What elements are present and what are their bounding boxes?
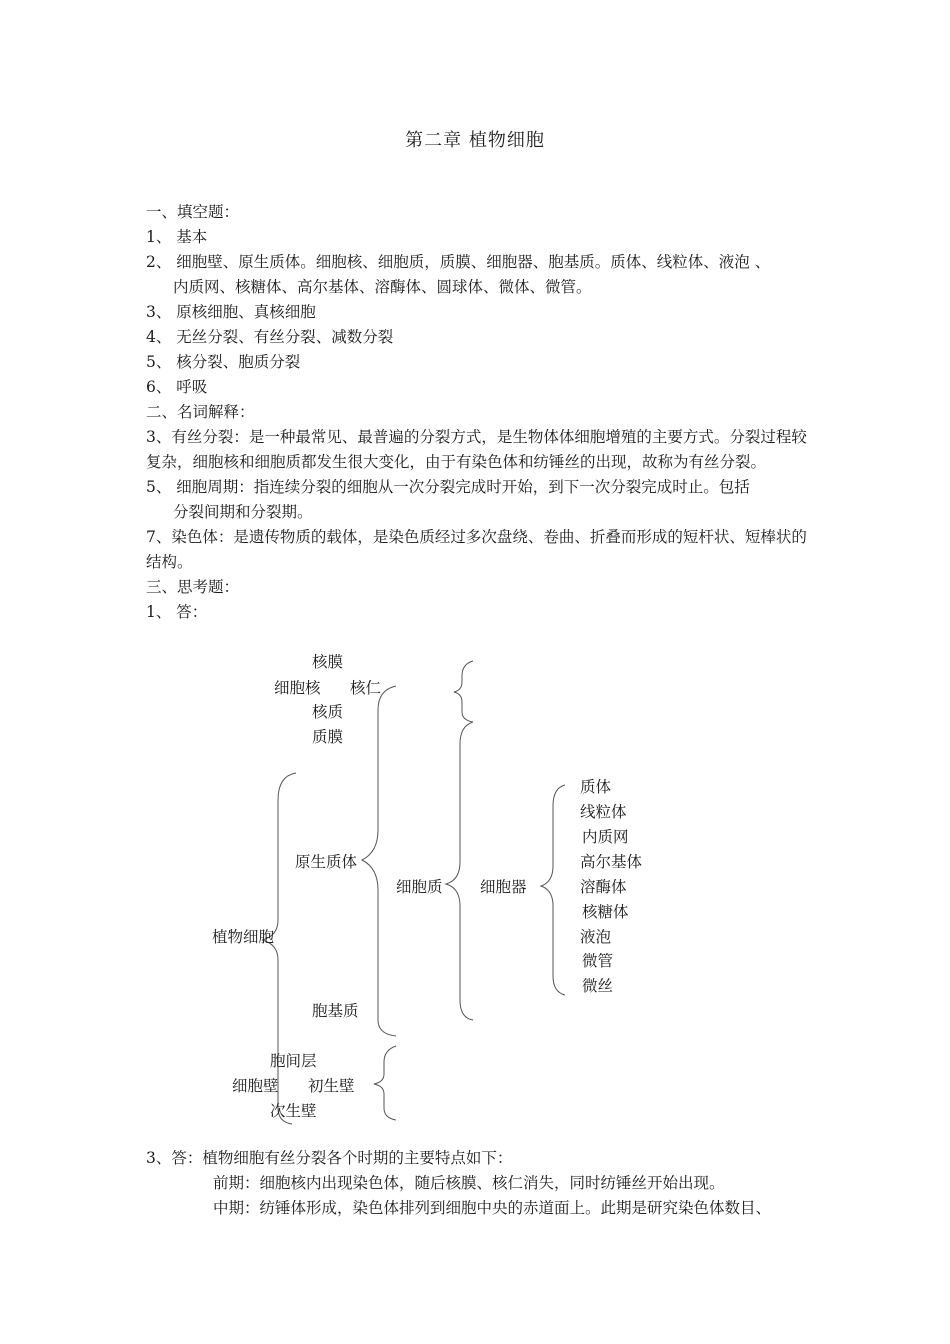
tree-node-organelles: 细胞器: [480, 878, 527, 896]
cell-wall-brace: [374, 1046, 396, 1120]
tree-node-nuclear-membrane: 核膜: [312, 653, 344, 671]
tree-node-nucleolus: 核仁: [350, 679, 382, 697]
organelle-item: 内质网: [582, 828, 629, 846]
definition-cell-cycle: 5、 细胞周期：指连续分裂的细胞从一次分裂完成时开始，到下一次分裂完成时止。包括: [146, 478, 750, 496]
answer-3-metaphase: 中期：纺锤体形成，染色体排列到细胞中央的赤道面上。此期是研究染色体数目、: [213, 1199, 772, 1217]
organelle-item: 溶酶体: [580, 878, 627, 896]
tree-node-nucleoplasm: 核质: [312, 703, 344, 721]
nucleus-brace: [454, 661, 473, 722]
list-item: 1、 基本: [146, 228, 208, 246]
organelle-item: 线粒体: [580, 803, 627, 821]
cytoplasm-brace: [446, 722, 473, 1020]
tree-node-nucleus: 细胞核: [274, 679, 321, 697]
tree-node-protoplast: 原生质体: [295, 853, 358, 871]
organelle-item: 质体: [580, 778, 612, 796]
organelle-item: 高尔基体: [580, 853, 643, 871]
definition-chromosome: 7、染色体：是遗传物质的载体，是染色质经过多次盘绕、卷曲、折叠而形成的短杆状、短棒状的结构。: [146, 528, 807, 571]
answer-3-prophase: 前期：细胞核内出现染色体，随后核膜、核仁消失，同时纺锤丝开始出现。: [213, 1174, 725, 1192]
tree-node-cytoplasm: 细胞质: [396, 878, 443, 896]
root-brace: [262, 773, 296, 1124]
tree-node-cytosol: 胞基质: [312, 1002, 359, 1020]
tree-node-primary-wall: 初生壁: [308, 1077, 355, 1095]
answer-1-label: 1、 答：: [146, 603, 208, 621]
definition-cell-cycle-continuation: 分裂间期和分裂期。: [173, 503, 313, 521]
tree-node-plasma-membrane: 质膜: [312, 728, 344, 746]
answer-3-intro: 3、答：植物细胞有丝分裂各个时期的主要特点如下：: [146, 1149, 513, 1167]
organelle-item: 微管: [582, 952, 614, 970]
tree-node-cell-wall: 细胞壁: [232, 1077, 279, 1095]
list-item: 4、 无丝分裂、有丝分裂、减数分裂: [146, 328, 394, 346]
list-item: 5、 核分裂、胞质分裂: [146, 353, 301, 371]
organelle-item: 液泡: [580, 928, 612, 946]
tree-node-middle-lamella: 胞间层: [270, 1052, 317, 1070]
tree-node-root: 植物细胞: [212, 928, 275, 946]
protoplast-brace: [362, 686, 396, 1036]
list-item-continuation: 内质网、核糖体、高尔基体、溶酶体、圆球体、微体、微管。: [173, 278, 592, 296]
answer-3-block: [146, 1146, 826, 1221]
section1-heading: 一、填空题：: [146, 203, 240, 221]
organelle-brace: [541, 785, 565, 995]
list-item: 2、 细胞壁、原生质体。细胞核、细胞质，质膜、细胞器、胞基质。质体、线粒体、液泡 、: [146, 253, 771, 271]
list-item: 6、 呼吸: [146, 378, 208, 396]
section2-heading: 二、名词解释：: [146, 403, 255, 421]
organelle-item: 核糖体: [582, 903, 629, 921]
list-item: 3、 原核细胞、真核细胞: [146, 303, 316, 321]
section3-heading: 三、思考题：: [146, 578, 240, 596]
definition-mitosis: 3、有丝分裂：是一种最常见、最普遍的分裂方式，是生物体体细胞增殖的主要方式。分裂过程较复杂，细胞核和细胞质都发生很大变化，由于有染色体和纺锤丝的出现，故称为有丝分裂。: [146, 428, 807, 471]
organelle-item: 微丝: [582, 977, 614, 995]
tree-node-secondary-wall: 次生壁: [270, 1102, 317, 1120]
page-title: 第二章 植物细胞: [405, 130, 545, 151]
